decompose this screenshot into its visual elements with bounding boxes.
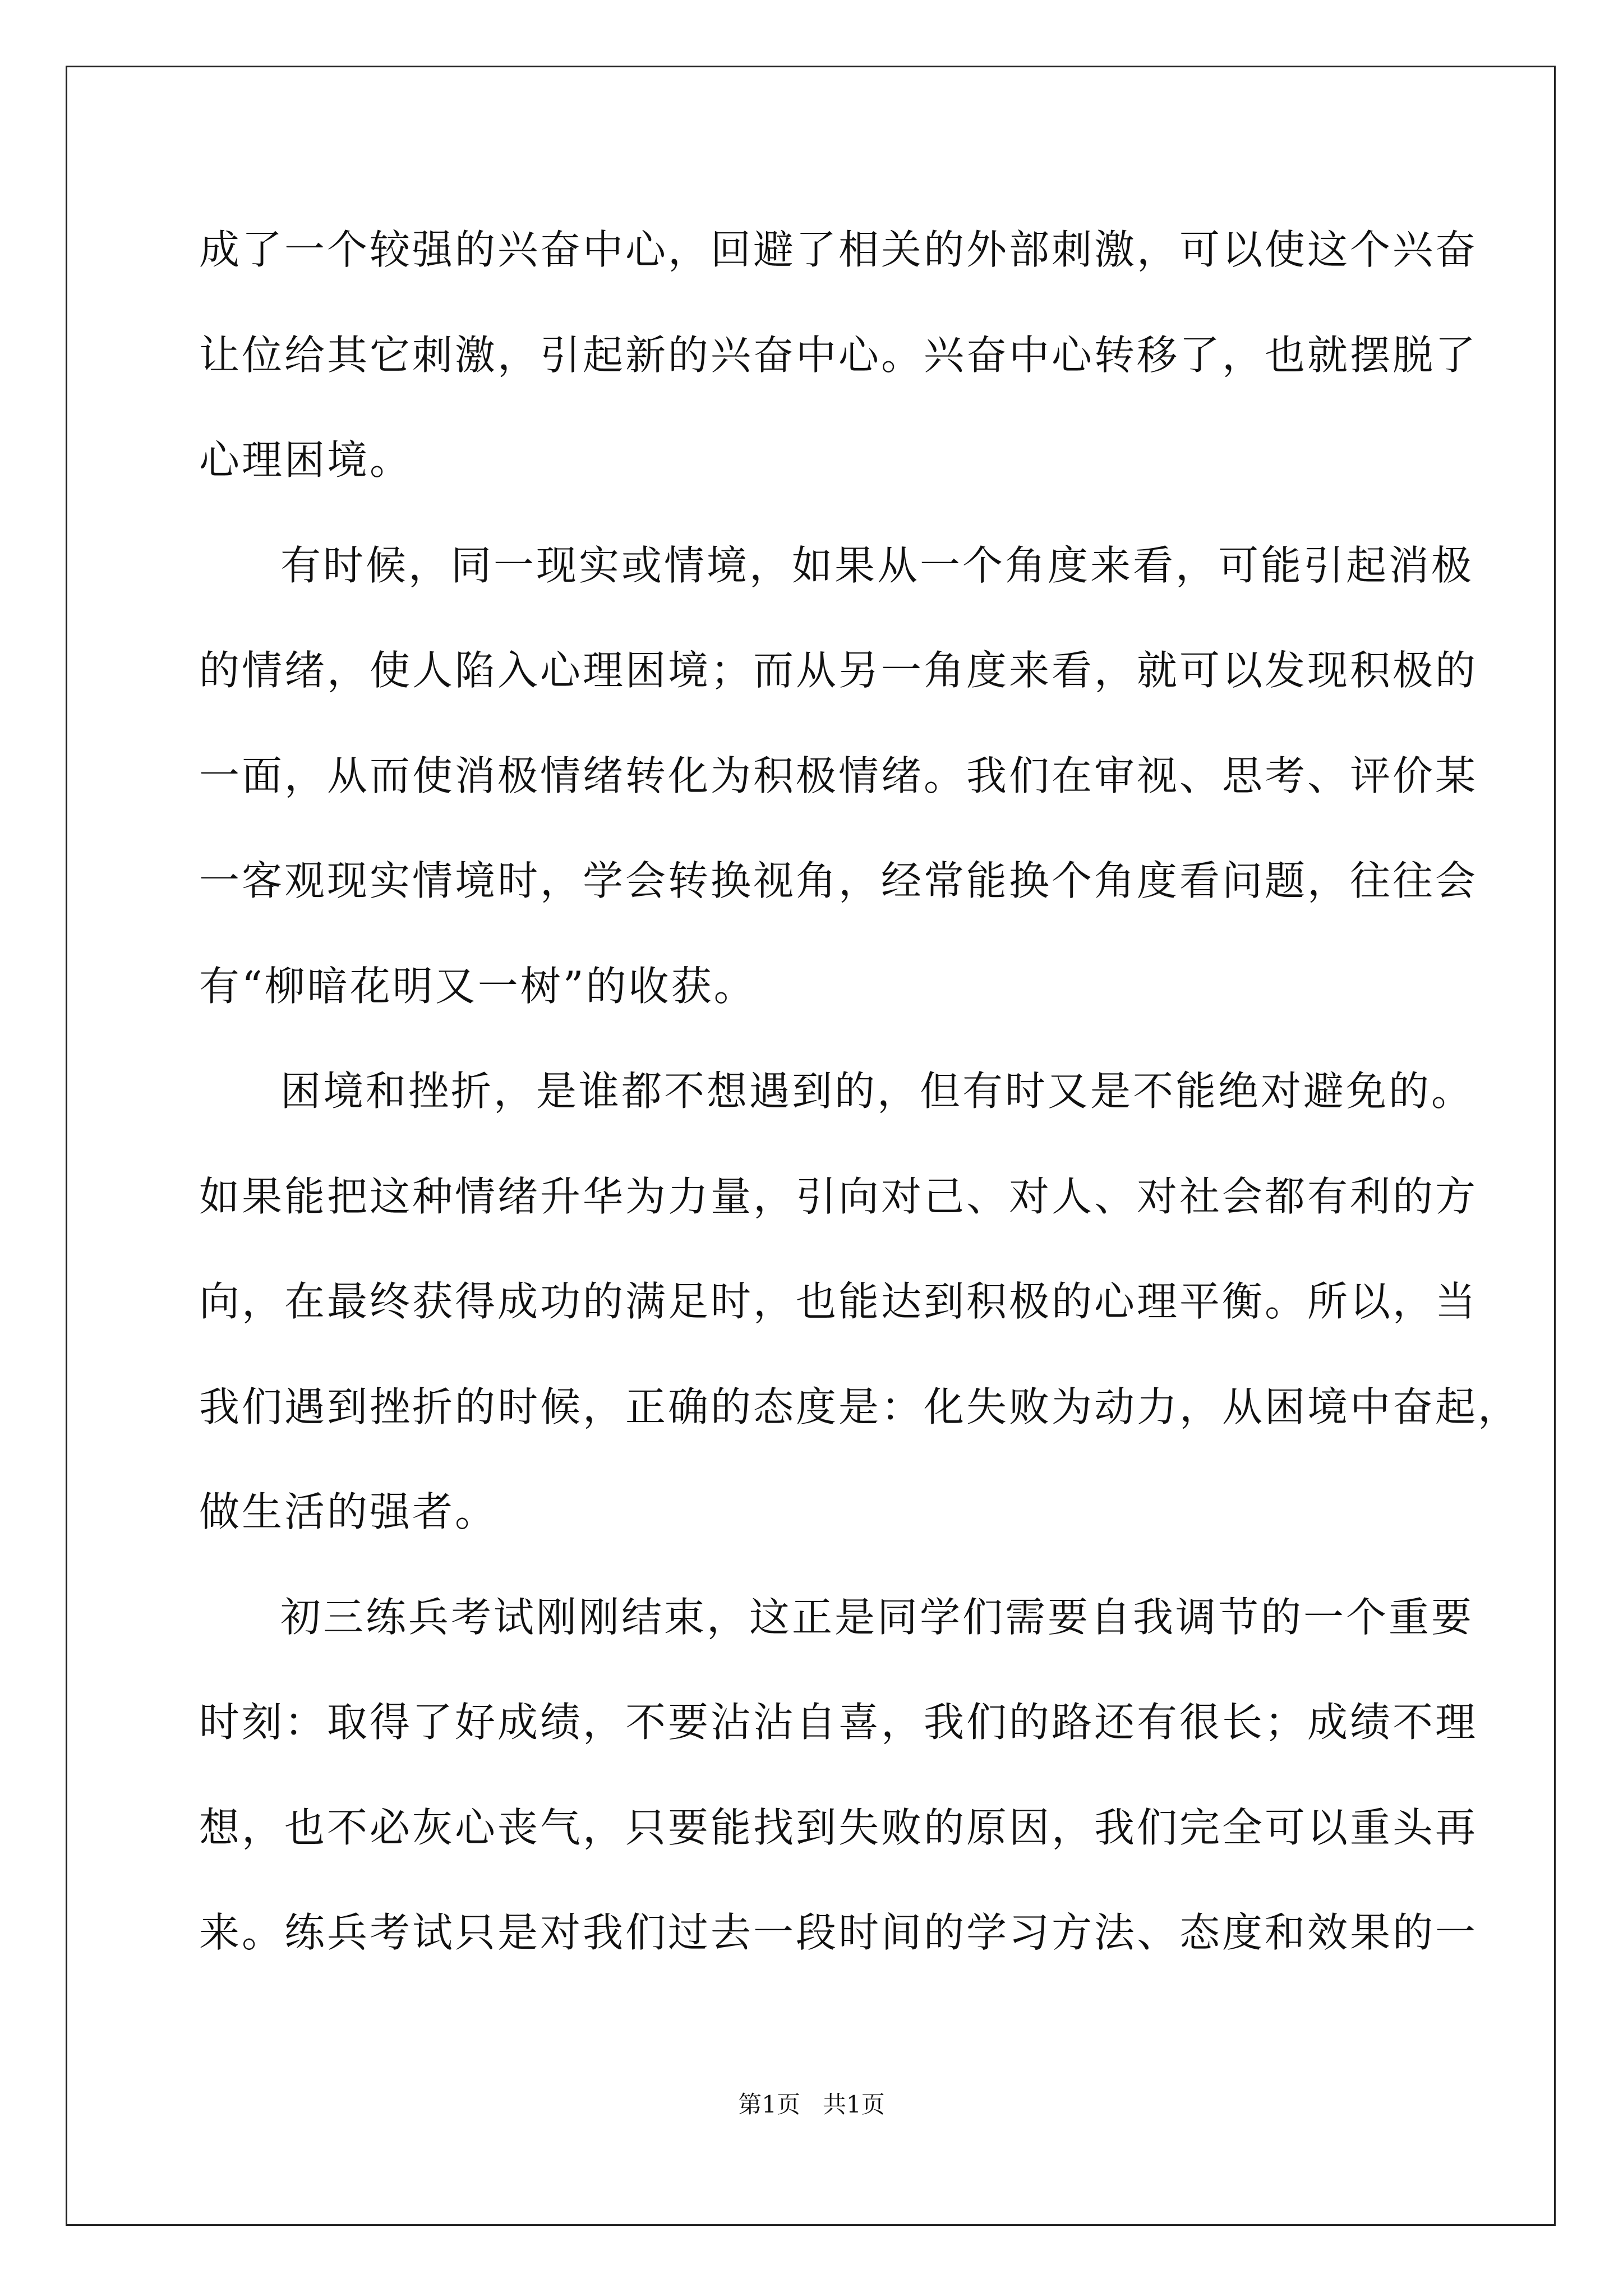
text-line: 想，也不必灰心丧气，只要能找到失败的原因，我们完全可以重头再 bbox=[199, 1804, 1478, 1851]
page-number-footer: 第1页 共1页 bbox=[738, 2091, 885, 2118]
text-line: 成了一个较强的兴奋中心，回避了相关的外部刺激，可以使这个兴奋 bbox=[199, 226, 1478, 273]
text-line: 如果能把这种情绪升华为力量，引向对己、对人、对社会都有利的方 bbox=[199, 1173, 1478, 1220]
text-line: 来。练兵考试只是对我们过去一段时间的学习方法、态度和效果的一 bbox=[199, 1909, 1478, 1956]
paragraph-start-line: 初三练兵考试刚刚结束，这正是同学们需要自我调节的一个重要 bbox=[280, 1594, 1474, 1641]
paragraph-start-line: 有时候，同一现实或情境，如果从一个角度来看，可能引起消极 bbox=[280, 542, 1474, 589]
paragraph-start-line: 困境和挫折，是谁都不想遇到的，但有时又是不能绝对避免的。 bbox=[280, 1068, 1474, 1115]
text-line: 的情绪，使人陷入心理困境；而从另一角度来看，就可以发现积极的 bbox=[199, 647, 1478, 694]
text-line: 让位给其它刺激，引起新的兴奋中心。兴奋中心转移了，也就摆脱了 bbox=[199, 332, 1478, 379]
text-line: 一客观现实情境时，学会转换视角，经常能换个角度看问题，往往会 bbox=[199, 857, 1478, 904]
text-line: 一面，从而使消极情绪转化为积极情绪。我们在审视、思考、评价某 bbox=[199, 752, 1478, 799]
text-line: 有“柳暗花明又一树”的收获。 bbox=[199, 963, 757, 1010]
text-line: 心理困境。 bbox=[199, 436, 413, 484]
text-line: 时刻：取得了好成绩，不要沾沾自喜，我们的路还有很长；成绩不理 bbox=[199, 1699, 1478, 1746]
page-border bbox=[66, 66, 1556, 2226]
text-line: 我们遇到挫折的时候，正确的态度是：化失败为动力，从困境中奋起， bbox=[199, 1383, 1521, 1430]
text-line: 向，在最终获得成功的满足时，也能达到积极的心理平衡。所以，当 bbox=[199, 1278, 1478, 1325]
text-line: 做生活的强者。 bbox=[199, 1488, 498, 1535]
